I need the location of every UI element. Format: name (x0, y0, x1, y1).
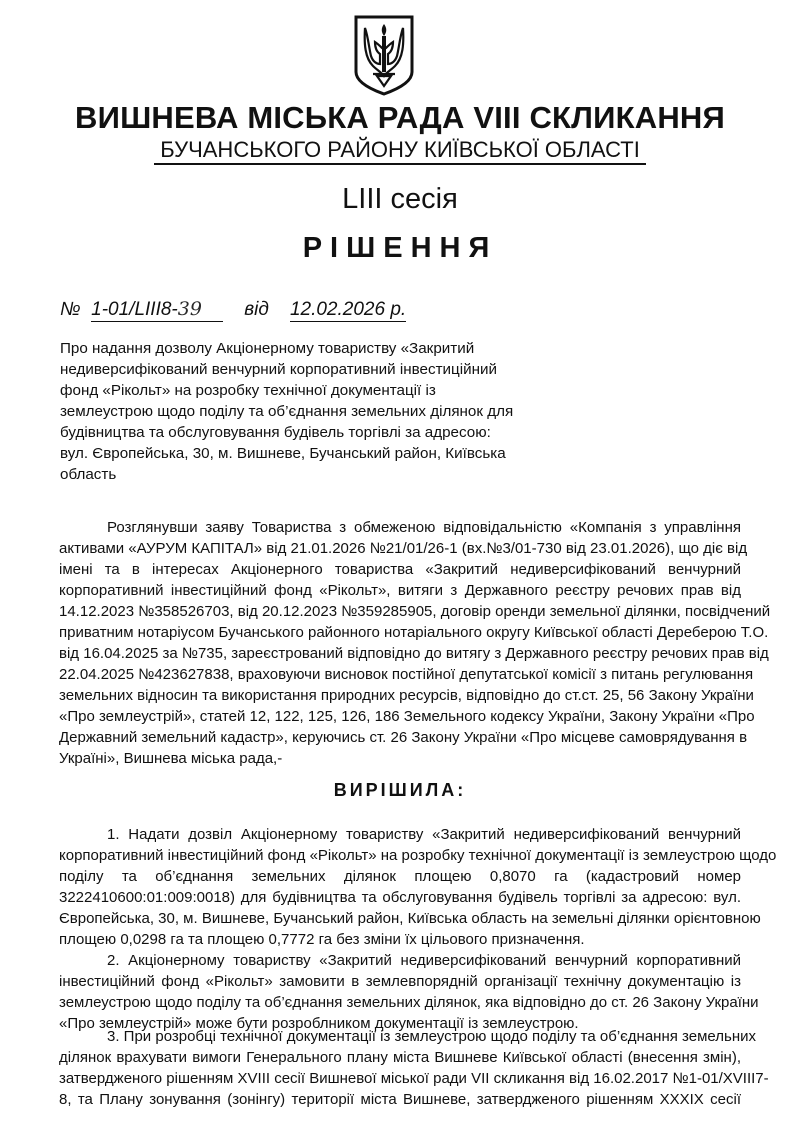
item-3-line: ділянок врахувати вимоги Генерального плану міста Вишневе Київської області (внесення змін), (59, 1049, 741, 1066)
item-2-paragraph (59, 950, 759, 1034)
council-name: ВИШНЕВА МІСЬКА РАДА VIII СКЛИКАННЯ (75, 100, 725, 135)
preamble-line: Державний земельний кадастр», керуючись ст. 26 Закону України «Про місцеве самоврядування в (59, 729, 748, 746)
subject-line: вул. Європейська, 30, м. Вишневе, Бучанський район, Київська (60, 445, 506, 462)
number-label: № (60, 299, 81, 320)
preamble-line: 22.04.2025 №423627838, враховуючи висновок постійної депутатської комісії з питань регулювання (59, 666, 754, 683)
handwritten-number: 39 (177, 298, 202, 320)
item-3-line: затвердженого рішенням XVIII сесії Вишневої міської ради VII скликання від 16.02.2017 №1-01/XVIII7- (59, 1070, 769, 1087)
preamble-paragraph (59, 517, 771, 769)
preamble-line: від 16.04.2025 за №735, зареєстрований відповідно до витягу з Державного реєстру речових прав від (59, 645, 769, 662)
session-title: LIII сесія (342, 183, 458, 215)
preamble-line: Україні», Вишнева міська рада,- (59, 750, 283, 767)
document-type-title: РІШЕННЯ (302, 232, 498, 264)
preamble-line: імені та в інтересах Акціонерного товариства «Закритий недиверсифікований венчурний (59, 561, 741, 578)
preamble-line: земельних відносин та використання природних ресурсів, відповідно до ст.ст. 25, 56 Закону України (59, 687, 754, 704)
item-1-line: 3222410600:01:009:0018) для будівництва та обслуговування будівель торгівлі за адресою: вул. (59, 889, 741, 906)
item-2-line: інвестиційний фонд «Рікольт» замовити в землевпорядній організації технічну документацію із (59, 973, 741, 990)
ukraine-trident-icon (353, 14, 415, 96)
item-3-line: 3. При розробці технічної документації із землеустрою щодо поділу та об’єднання земельних (107, 1028, 756, 1045)
district-name: БУЧАНСЬКОГО РАЙОНУ КИЇВСЬКОЇ ОБЛАСТІ (0, 137, 800, 163)
resolved-heading: ВИРІШИЛА: (333, 780, 467, 800)
item-2-line: «Про землеустрій» може бути розроблником документації із землеустрою. (59, 1015, 579, 1032)
preamble-line: приватним нотаріусом Бучанського районного нотаріального округу Київської області Дереберою Т.О. (59, 624, 769, 641)
preamble-line: активами «АУРУМ КАПІТАЛ» від 21.01.2026 №21/01/26-1 (вх.№3/01-730 від 23.01.2026), що діє від (59, 540, 748, 557)
item-2-line: землеустрою щодо поділу та об’єднання земельних ділянок, яка відповідно до ст. 26 Закону України (59, 994, 759, 1011)
document-number-line (60, 298, 406, 321)
decision-subject (60, 338, 514, 485)
subject-line: недиверсифікований венчурний корпоративний інвестиційний (60, 361, 497, 378)
item-1-line: поділу та об’єднання земельних ділянок площею 0,8070 га (кадастровий номер (59, 868, 741, 885)
subject-line: будівництва та обслуговування будівель торгівлі за адресою: (60, 424, 491, 441)
item-1-line: 1. Надати дозвіл Акціонерному товариству «Закритий недиверсифікований венчурний (107, 826, 741, 843)
item-1-line: площею 0,0298 га та площею 0,7772 га без зміни їх цільового призначення. (59, 931, 585, 948)
item-3-paragraph (59, 1026, 769, 1110)
item-1-line: корпоративний інвестиційний фонд «Рікольт» на розробку технічної документації із землеустрою щодо (59, 847, 777, 864)
subject-line: область (60, 466, 117, 483)
subject-line: землеустрою щодо поділу та об’єднання земельних ділянок для (60, 403, 514, 420)
item-3-line: 8, та Плану зонування (зонінгу) території міста Вишневе, затвердженого рішенням XXXIX сесії (59, 1091, 741, 1108)
item-1-line: Європейська, 30, м. Вишневе, Бучанський район, Київська область на земельні ділянки орієнтовною (59, 910, 761, 927)
preamble-line: 14.12.2023 №358526703, від 20.12.2023 №359285905, договір оренди земельної ділянки, посвідчений (59, 603, 771, 620)
document-number: 1-01/LIII8-39 (91, 299, 223, 322)
preamble-line: Розглянувши заяву Товариства з обмеженою відповідальністю «Компанія з управління (107, 519, 741, 536)
item-1-paragraph (59, 824, 777, 950)
preamble-line: «Про землеустрій», статей 12, 122, 125, 126, 186 Земельного кодексу України, Закону України «Про (59, 708, 755, 725)
date-label: від (244, 299, 269, 320)
subject-line: фонд «Рікольт» на розробку технічної документації із (60, 382, 436, 399)
document-date: 12.02.2026 р. (289, 299, 407, 320)
preamble-line: корпоративний інвестиційний фонд «Рікольт», витяги з Державного реєстру речових прав від (59, 582, 741, 599)
item-2-line: 2. Акціонерному товариству «Закритий недиверсифікований венчурний корпоративний (107, 952, 741, 969)
subject-line: Про надання дозволу Акціонерному товариству «Закритий (60, 340, 475, 357)
